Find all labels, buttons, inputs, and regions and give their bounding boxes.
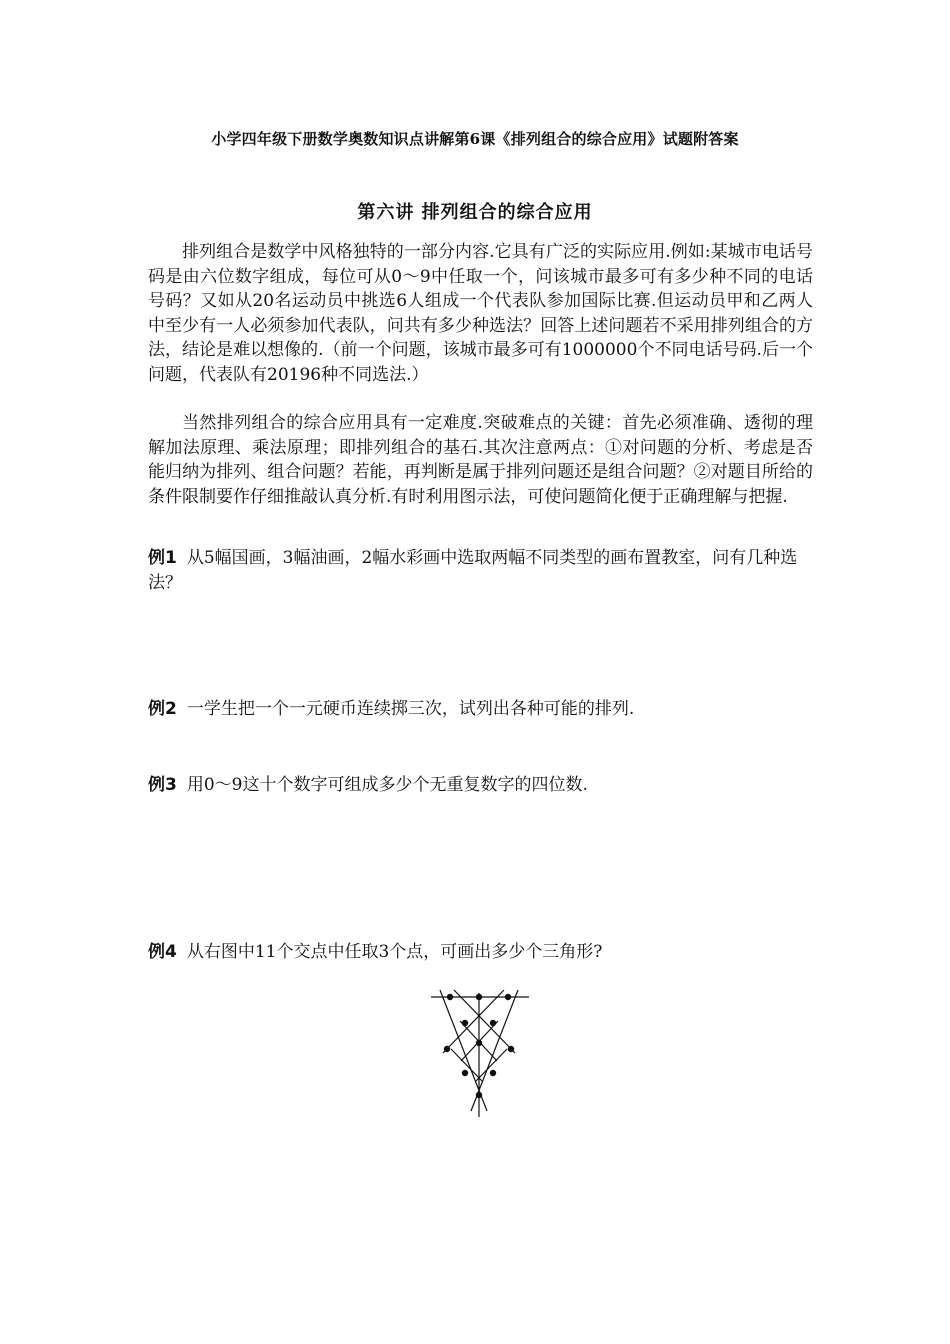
intro-paragraph-2: 当然排列组合的综合应用具有一定难度.突破难点的关键：首先必须准确、透彻的理解加法原理、乘法原理；即排列组合的基石.其次注意两点：①对问题的分析、考虑是否能归纳为排列、组合问题？若能，再判断是属于排列问题还是组合问题？②对题目所给的条件限制要作仔细推敲认真分析.有时利用图示法，可使问题简化便于正确理解与把握.	[148, 413, 813, 507]
example-3-label: 例3	[148, 775, 177, 795]
figure-point	[462, 1070, 468, 1076]
figure-point	[476, 1040, 482, 1046]
figure-point	[476, 994, 482, 1000]
figure-point	[508, 1046, 514, 1052]
example-3	[148, 773, 813, 798]
example-4-text: 从右图中11个交点中任取3个点，可画出多少个三角形?	[186, 942, 603, 962]
figure-point	[490, 1070, 496, 1076]
example-1-label: 例1	[148, 548, 177, 568]
figure-diagonal-up-3	[476, 1049, 507, 1081]
example-1-text: 从5幅国画，3幅油画，2幅水彩画中选取两幅不同类型的画布置教室，问有几种选法？	[148, 548, 798, 593]
document-title: 小学四年级下册数学奥数知识点讲解第6课《排列组合的综合应用》试题附答案	[211, 130, 739, 148]
figure-point	[476, 1092, 482, 1098]
figure-point	[490, 1020, 496, 1026]
example-1	[148, 546, 813, 596]
figure-diagonal-down-3	[451, 1049, 482, 1081]
example-4	[148, 940, 813, 965]
example-2-text: 一学生把一个一元硬币连续掷三次，试列出各种可能的排列.	[186, 699, 635, 719]
example-2-label: 例2	[148, 699, 177, 719]
figure-point	[462, 1020, 468, 1026]
example-3-text: 用0～9这十个数字可组成多少个无重复数字的四位数.	[186, 775, 588, 795]
figure-point	[505, 994, 511, 1000]
example-4-label: 例4	[148, 942, 177, 962]
example-2	[148, 697, 813, 722]
lecture-heading: 第六讲 排列组合的综合应用	[357, 202, 593, 223]
intro-paragraph-1: 排列组合是数学中风格独特的一部分内容.它具有广泛的实际应用.例如:某城市电话号码是由六位数字组成，每位可从0～9中任取一个，问该城市最多可有多少种不同的电话号码？又如从20名运动员中挑选6人组成一个代表队参加国际比赛.但运动员甲和乙两人中至少有一人必须参加代表队，问共有多少种选法？回答上述问题若不采用排列组合的方法，结论是难以想像的.（前一个问题，该城市最多可有1000000个不同电话号码.后一个问题，代表队有20196种不同选法.）	[148, 242, 813, 385]
figure-point	[444, 1046, 450, 1052]
intersection-points-figure	[425, 985, 535, 1120]
figure-point	[447, 994, 453, 1000]
